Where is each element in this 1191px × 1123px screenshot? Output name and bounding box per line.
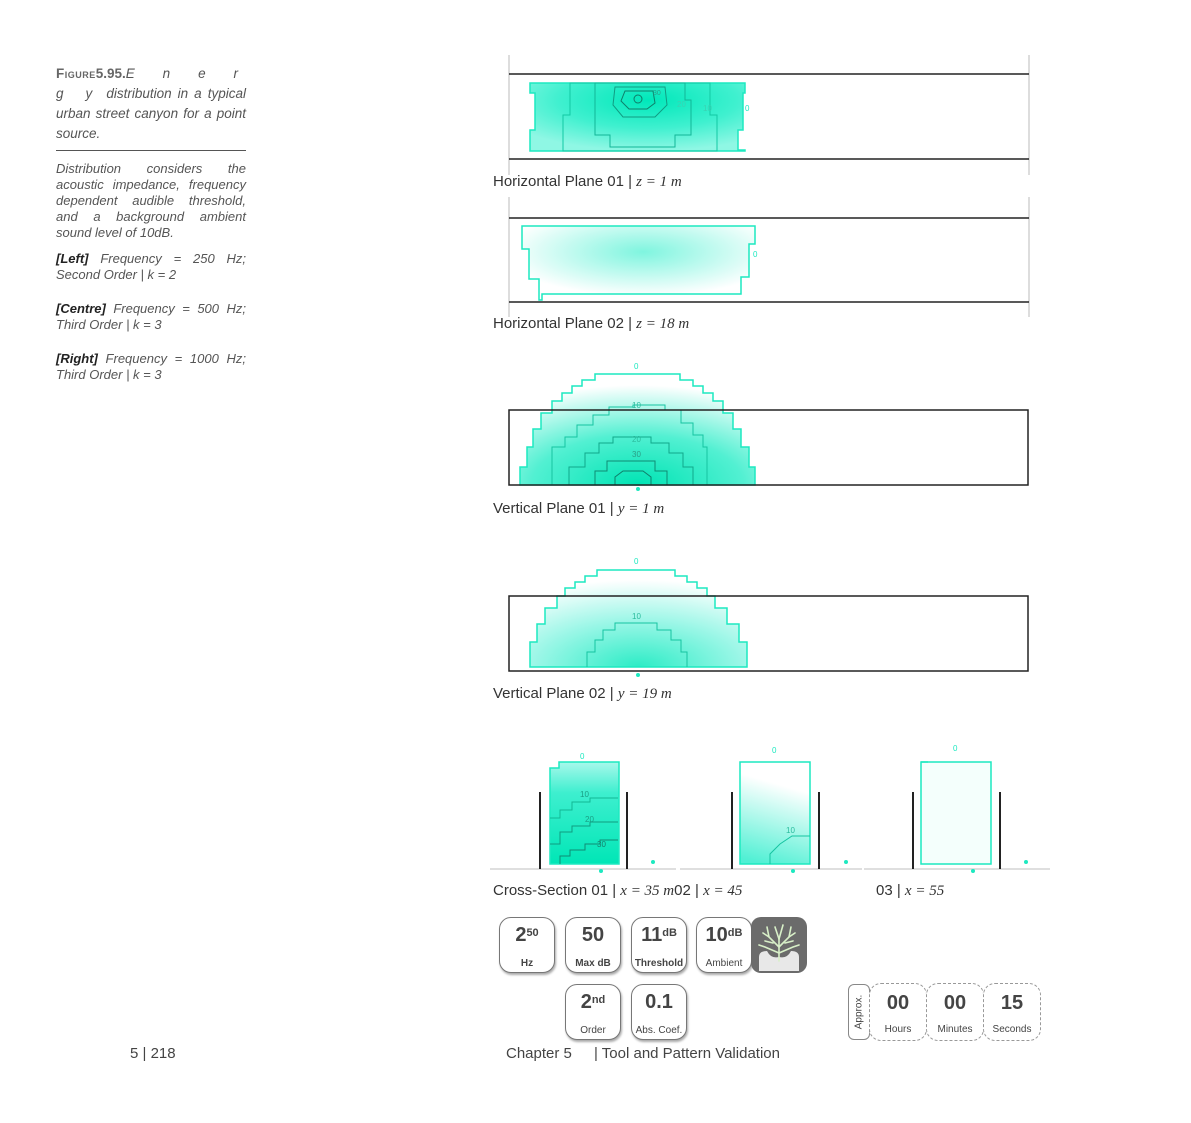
threshold-value: 11 xyxy=(641,924,663,946)
ambient-value: 10 xyxy=(705,924,728,946)
figure-title xyxy=(56,64,246,151)
ambient-sup: dB xyxy=(727,927,743,939)
figure-title-rest: distribution in a typical urban street canyon for a point source. xyxy=(56,86,246,141)
contour-label: 30 xyxy=(632,450,641,459)
cross-section-01-label xyxy=(493,882,742,900)
contour-label: 0 xyxy=(753,250,758,259)
contour-label: 10 xyxy=(580,790,589,799)
tree-icon xyxy=(751,917,807,973)
cross-section-01 xyxy=(540,752,655,873)
plot-title: Horizontal Plane 01 | xyxy=(493,173,637,190)
chapter-name: Chapter 5 xyxy=(506,1045,572,1062)
seconds-badge xyxy=(983,983,1041,1041)
left-text: Frequency = 250 Hz; Second Order | k = 2 xyxy=(56,251,246,282)
minutes-value: 00 xyxy=(943,992,967,1014)
plot-equation: x = 35 m xyxy=(620,883,675,899)
contour-label: 20 xyxy=(677,100,686,109)
vertical-plane-02-label xyxy=(493,685,672,703)
ambient-badge xyxy=(696,917,752,973)
order-label: Order xyxy=(580,1025,606,1036)
figure-caption xyxy=(56,64,246,383)
frequency-badge xyxy=(499,917,555,973)
tree-logo xyxy=(751,917,807,973)
plot-equation: y = 19 m xyxy=(617,686,672,702)
plot-equation: x = 55 xyxy=(904,883,945,899)
contour-0 xyxy=(921,762,991,864)
contour-label: 0 xyxy=(634,362,639,371)
plot-title: 03 | xyxy=(876,882,905,899)
hours-value: 00 xyxy=(886,992,910,1014)
horizontal-plane-02-plot xyxy=(505,197,1035,319)
seconds-label: Seconds xyxy=(992,1024,1032,1035)
hours-label: Hours xyxy=(884,1024,912,1035)
max-db-label: Max dB xyxy=(575,958,611,969)
threshold-label: Threshold xyxy=(634,958,684,969)
contour-label: 20 xyxy=(585,815,594,824)
contour-label: 10 xyxy=(786,826,795,835)
frequency-value: 2 xyxy=(515,924,527,946)
plot-title: Horizontal Plane 02 | xyxy=(493,315,637,332)
cross-section-03-label xyxy=(876,882,944,900)
abs-coef-value: 0.1 xyxy=(645,991,673,1013)
horizontal-plane-01-plot xyxy=(505,55,1035,177)
contour-label: 10 xyxy=(632,401,641,410)
order-badge xyxy=(565,984,621,1040)
contour-label: 10 xyxy=(703,104,712,113)
contour-label: 0 xyxy=(953,744,958,753)
threshold-sup: dB xyxy=(662,927,677,939)
max-db-value: 50 xyxy=(581,924,605,946)
centre-key: [Centre] xyxy=(56,301,106,316)
contour-label: 10 xyxy=(632,612,641,621)
contour-label: 0 xyxy=(580,752,585,761)
figure-label: Figure xyxy=(56,66,96,81)
chapter-title: | Tool and Pattern Validation xyxy=(594,1045,780,1062)
abs-coef-label: Abs. Coef. xyxy=(635,1025,683,1036)
approx-badge xyxy=(848,984,870,1040)
minutes-label: Minutes xyxy=(937,1024,973,1035)
contour-label: 20 xyxy=(632,435,641,444)
hours-badge xyxy=(869,983,927,1041)
plot-equation: y = 1 m xyxy=(617,501,665,517)
threshold-badge xyxy=(631,917,687,973)
ambient-label: Ambient xyxy=(705,958,743,969)
horizontal-plane-01-label xyxy=(493,173,682,191)
contour-label: 30 xyxy=(653,90,661,97)
minutes-badge xyxy=(926,983,984,1041)
vertical-plane-01-label xyxy=(493,500,664,518)
order-sup: nd xyxy=(591,994,606,1006)
max-db-badge xyxy=(565,917,621,973)
cross-section-02 xyxy=(732,746,848,873)
plot-title: Vertical Plane 01 | xyxy=(493,500,618,517)
plot-title: Vertical Plane 02 | xyxy=(493,685,618,702)
order-value: 2 xyxy=(580,991,592,1013)
centre-text: Frequency = 500 Hz; Third Order | k = 3 xyxy=(56,301,246,332)
plot-equation: x = 45 xyxy=(703,883,743,899)
right-text: Frequency = 1000 Hz; Third Order | k = 3 xyxy=(56,351,246,382)
figure-number: 5.95. xyxy=(95,66,126,81)
contour-0 xyxy=(522,226,755,300)
plot-equation: z = 18 m xyxy=(636,316,690,332)
frequency-sup: 50 xyxy=(526,927,539,939)
contour-label: 0 xyxy=(772,746,777,755)
contour-label: 30 xyxy=(597,840,606,849)
left-panel-note xyxy=(56,251,246,283)
left-key: [Left] xyxy=(56,251,89,266)
frequency-label: Hz xyxy=(520,958,534,969)
horizontal-plane-02-label xyxy=(493,315,689,333)
page-number: 5 | 218 xyxy=(130,1045,176,1062)
seconds-value: 15 xyxy=(1000,992,1024,1014)
right-panel-note xyxy=(56,351,246,383)
figure-description: Distribution considers the acoustic impedance, frequency dependent audible threshold, and a background ambient sound level of 10dB. xyxy=(56,161,246,240)
figure-title-spaced: E n e r g y xyxy=(56,66,246,101)
plot-title: 02 | xyxy=(674,882,704,899)
right-key: [Right] xyxy=(56,351,98,366)
centre-panel-note xyxy=(56,301,246,333)
cross-section-03 xyxy=(913,744,1028,873)
contour-label: 0 xyxy=(745,104,750,113)
vertical-plane-01-plot xyxy=(505,355,1035,495)
abs-coef-badge xyxy=(631,984,687,1040)
contour-0 xyxy=(520,374,755,485)
plot-title: Cross-Section 01 | xyxy=(493,882,621,899)
contour-label: 0 xyxy=(634,557,639,566)
vertical-plane-02-plot xyxy=(505,550,1035,680)
plot-equation: z = 1 m xyxy=(636,174,682,190)
approx-label: Approx. xyxy=(853,994,865,1030)
cross-sections-plot xyxy=(490,740,1052,880)
